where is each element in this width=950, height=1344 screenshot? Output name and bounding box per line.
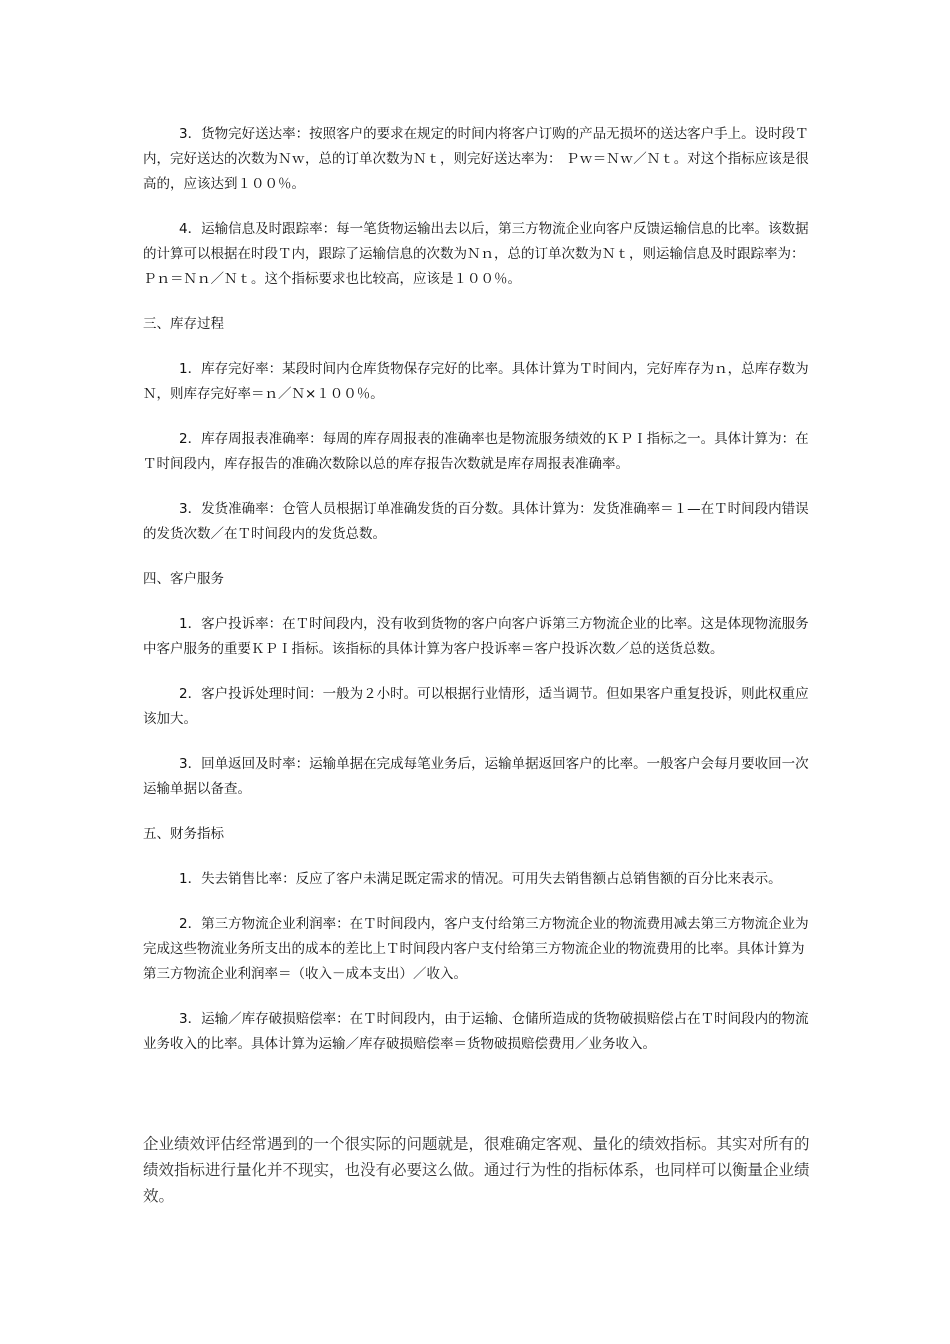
service-item-2: 2．客户投诉处理时间：一般为２小时。可以根据行业情形，适当调节。但如果客户重复投诉，则此权重应该加大。: [143, 686, 809, 727]
inventory-item-2: 2．库存周报表准确率：每周的库存周报表的准确率也是物流服务绩效的ＫＰＩ指标之一。具体计算为：在Ｔ时间段内，库存报告的准确次数除以总的库存报告次数就是库存周报表准确率。: [143, 431, 809, 472]
closing-paragraph: 企业绩效评估经常遇到的一个很实际的问题就是，很难确定客观、量化的绩效指标。其实对所有的绩效指标进行量化并不现实，也没有必要这么做。通过行为性的指标体系，也同样可以衡量企业绩效。: [143, 1135, 810, 1205]
document-body: [143, 122, 813, 1057]
transport-item-3: 3．货物完好送达率：按照客户的要求在规定的时间内将客户订购的产品无损坏的送达客户手上。设时段Ｔ内，完好送达的次数为Ｎｗ，总的订单次数为Ｎｔ，则完好送达率为： Ｐｗ＝Ｎｗ／Ｎｔ。对这个指标应该是很高的，应该达到１００％。: [143, 126, 809, 192]
section-heading-inventory: 三、库存过程: [143, 316, 224, 332]
service-item-1: 1．客户投诉率：在Ｔ时间段内，没有收到货物的客户向客户诉第三方物流企业的比率。这是体现物流服务中客户服务的重要ＫＰＩ指标。该指标的具体计算为客户投诉率＝客户投诉次数／总的送货总数。: [143, 616, 809, 657]
inventory-item-3: 3．发货准确率：仓管人员根据订单准确发货的百分数。具体计算为：发货准确率＝１—在Ｔ时间段内错误的发货次数／在Ｔ时间段内的发货总数。: [143, 501, 809, 542]
finance-item-3: 3．运输／库存破损赔偿率：在Ｔ时间段内，由于运输、仓储所造成的货物破损赔偿占在Ｔ时间段内的物流业务收入的比率。具体计算为运输／库存破损赔偿率＝货物破损赔偿费用／业务收入。: [143, 1011, 809, 1052]
service-item-3: 3．回单返回及时率：运输单据在完成每笔业务后，运输单据返回客户的比率。一般客户会每月要收回一次运输单据以备查。: [143, 756, 809, 797]
inventory-item-1: 1．库存完好率：某段时间内仓库货物保存完好的比率。具体计算为Ｔ时间内，完好库存为ｎ，总库存数为Ｎ，则库存完好率＝ｎ／Ｎ×１００％。: [143, 361, 809, 402]
finance-item-1: 1．失去销售比率：反应了客户未满足既定需求的情况。可用失去销售额占总销售额的百分比来表示。: [179, 871, 782, 887]
section-heading-service: 四、客户服务: [143, 571, 224, 587]
transport-item-4: 4．运输信息及时跟踪率：每一笔货物运输出去以后，第三方物流企业向客户反馈运输信息的比率。该数据的计算可以根据在时段Ｔ内，跟踪了运输信息的次数为Ｎｎ，总的订单次数为Ｎｔ，则运输信息及时跟踪率为： Ｐｎ＝Ｎｎ／Ｎｔ。这个指标要求也比较高，应该是１００％。: [143, 221, 809, 287]
finance-item-2: 2．第三方物流企业利润率：在Ｔ时间段内，客户支付给第三方物流企业的物流费用减去第三方物流企业为完成这些物流业务所支出的成本的差比上Ｔ时间段内客户支付给第三方物流企业的物流费用的比率。具体计算为第三方物流企业利润率＝（收入－成本支出）／收入。: [143, 916, 809, 982]
section-heading-finance: 五、财务指标: [143, 826, 224, 842]
